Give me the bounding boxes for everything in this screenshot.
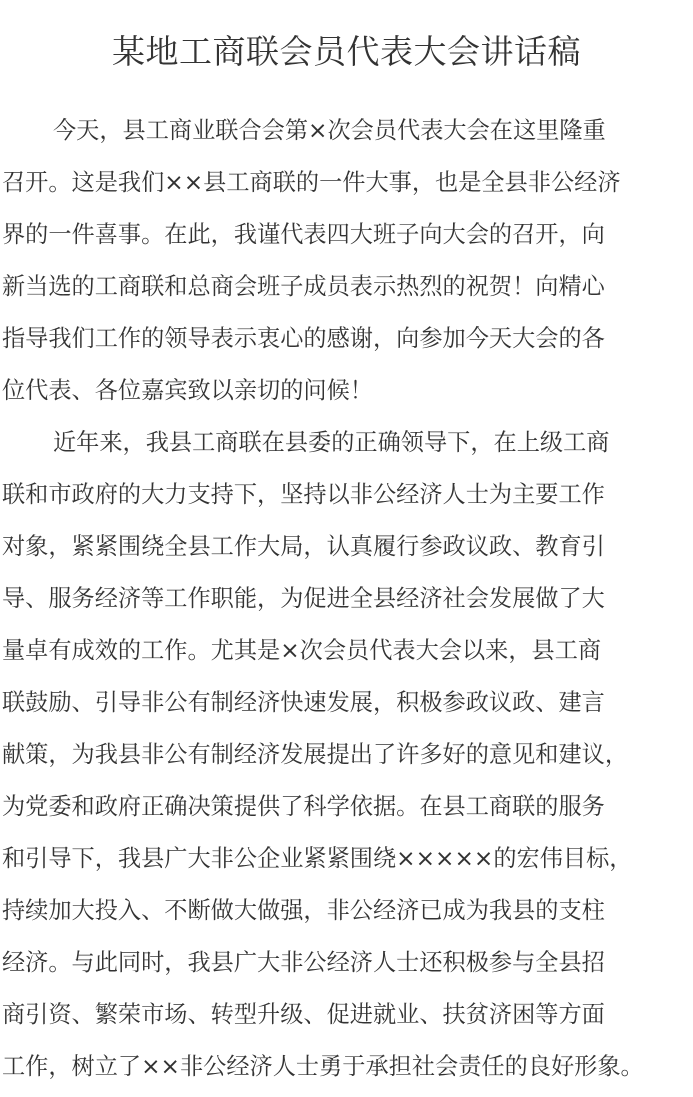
paragraph-1-line-4: 新当选的工商联和总商会班子成员表示热烈的祝贺！向精心 (2, 273, 605, 300)
paragraph-2-line-4: 导、服务经济等工作职能，为促进全县经济社会发展做了大 (2, 585, 605, 612)
paragraph-2-line-2: 联和市政府的大力支持下，坚持以非公经济人士为主要工作 (2, 481, 605, 508)
paragraph-2-line-6: 联鼓励、引导非公有制经济快速发展，积极参政议政、建言 (2, 689, 605, 716)
paragraph-2-line-12: 商引资、繁荣市场、转型升级、促进就业、扶贫济困等方面 (2, 1001, 605, 1028)
paragraph-2-line-13: 工作，树立了××非公经济人士勇于承担社会责任的良好形象。 (2, 1053, 644, 1080)
paragraph-1-line-3: 界的一件喜事。在此，我谨代表四大班子向大会的召开，向 (2, 221, 605, 248)
paragraph-2-line-11: 经济。与此同时，我县广大非公经济人士还积极参与全县招 (2, 949, 605, 976)
paragraph-2-line-1: 近年来，我县工商联在县委的正确领导下，在上级工商 (53, 429, 610, 456)
paragraph-2-line-10: 持续加大投入、不断做大做强，非公经济已成为我县的支柱 (2, 897, 605, 924)
paragraph-1-line-2: 召开。这是我们××县工商联的一件大事，也是全县非公经济 (2, 169, 621, 196)
paragraph-2-line-3: 对象，紧紧围绕全县工作大局，认真履行参政议政、教育引 (2, 533, 605, 560)
document-title: 某地工商联会员代表大会讲话稿 (112, 32, 581, 71)
paragraph-2-line-9: 和引导下，我县广大非公企业紧紧围绕×××××的宏伟目标， (2, 845, 633, 872)
paragraph-1-line-5: 指导我们工作的领导表示衷心的感谢，向参加今天大会的各 (2, 325, 605, 352)
paragraph-2-line-5: 量卓有成效的工作。尤其是×次会员代表大会以来，县工商 (2, 637, 602, 664)
paragraph-2-line-7: 献策，为我县非公有制经济发展提出了许多好的意见和建议， (2, 741, 629, 768)
paragraph-1-line-6: 位代表、各位嘉宾致以亲切的问候！ (2, 377, 373, 404)
paragraph-1-line-1: 今天，县工商业联合会第×次会员代表大会在这里隆重 (53, 117, 606, 144)
paragraph-2-line-8: 为党委和政府正确决策提供了科学依据。在县工商联的服务 (2, 793, 605, 820)
document-body (2, 105, 693, 1093)
